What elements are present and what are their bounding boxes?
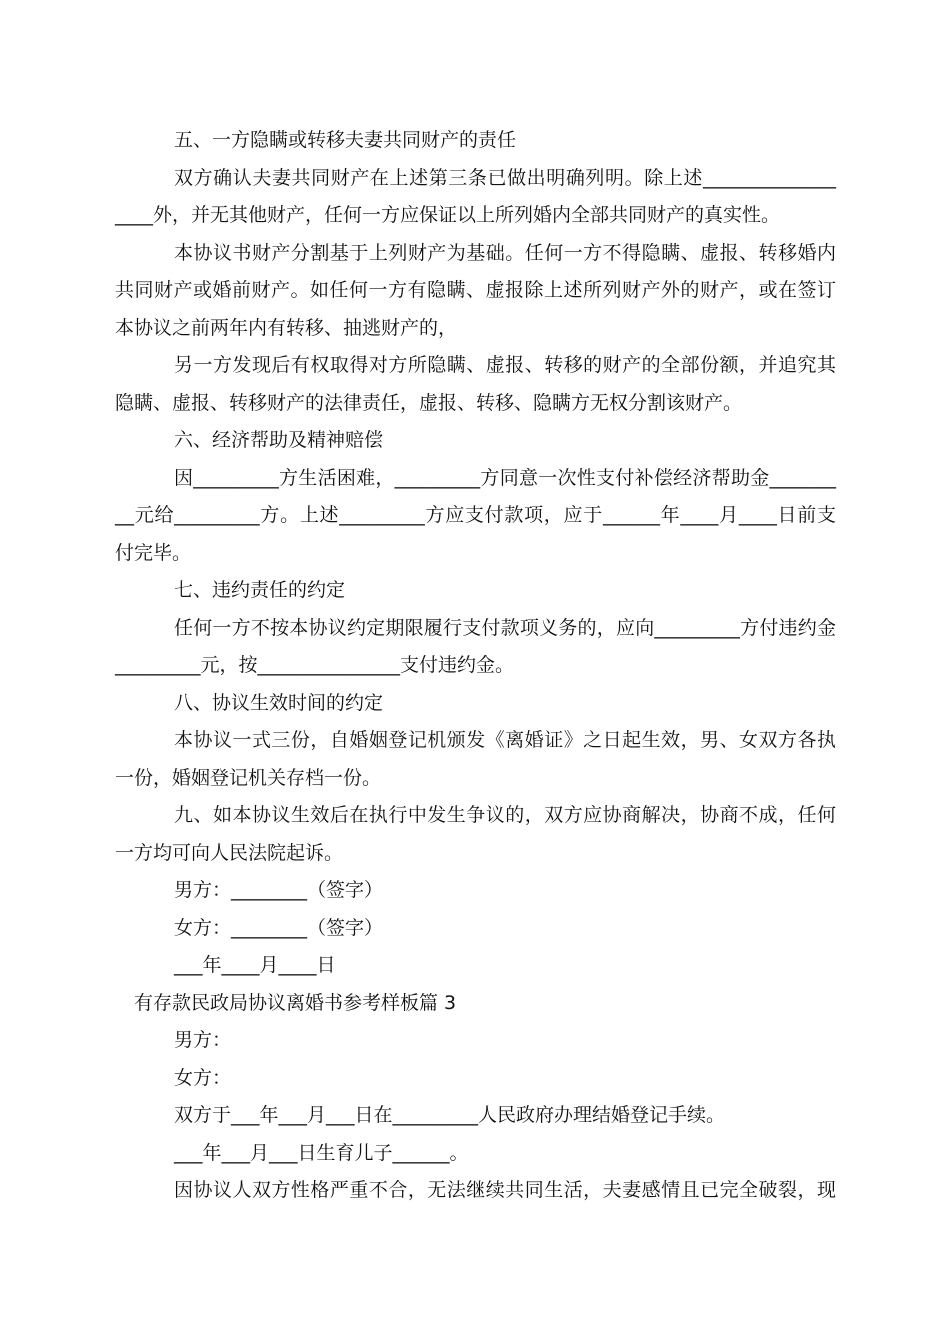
part-3-male-field: 男方：	[174, 1029, 232, 1051]
part-3-reason-line-1: 因协议人双方性格严重不合，无法继续共同生活，夫妻感情且已完全破裂，现	[174, 1179, 836, 1201]
section-5-paragraph-3-line-2: 隐瞒、虚报、转移财产的法律责任，虚报、转移、隐瞒方无权分割该财产。	[115, 392, 743, 414]
part-3-child-line: ___年___月___日生育儿子______。	[174, 1142, 469, 1164]
section-5-paragraph-1-line-2: ____外，并无其他财产，任何一方应保证以上所列婚内全部共同财产的真实性。	[115, 204, 781, 226]
section-6-paragraph-line-1: 因_________方生活困难，_________方同意一次性支付补偿经济帮助金_______	[174, 467, 836, 489]
part-3-female-field: 女方：	[174, 1067, 232, 1089]
female-signature-line: 女方：________（签字）	[174, 917, 384, 939]
section-6-heading: 六、经济帮助及精神赔偿	[174, 429, 384, 451]
section-9-paragraph-line-2: 一方均可向人民法院起诉。	[115, 842, 344, 864]
section-8-heading: 八、协议生效时间的约定	[174, 692, 384, 714]
section-8-paragraph-line-2: 一份，婚姻登记机关存档一份。	[115, 767, 382, 789]
section-7-paragraph-line-2: _________元，按_______________支付违约金。	[115, 654, 515, 676]
signature-date-line: ___年____月____日	[174, 954, 336, 976]
section-5-paragraph-2-line-1: 本协议书财产分割基于上列财产为基础。任何一方不得隐瞒、虚报、转移婚内	[174, 242, 836, 264]
section-5-paragraph-1-line-1: 双方确认夫妻共同财产在上述第三条已做出明确列明。除上述______________	[174, 167, 836, 189]
section-7-heading: 七、违约责任的约定	[174, 579, 346, 601]
section-8-paragraph-line-1: 本协议一式三份，自婚姻登记机颁发《离婚证》之日起生效，男、女双方各执	[174, 729, 836, 751]
section-7-paragraph-line-1: 任何一方不按本协议约定期限履行支付款项义务的，应向_________方付违约金	[174, 617, 836, 639]
section-5-paragraph-2-line-2: 共同财产或婚前财产。如任何一方有隐瞒、虚报除上述所列财产外的财产，或在签订	[115, 279, 836, 301]
section-6-paragraph-line-3: 付完毕。	[115, 542, 192, 564]
part-3-marriage-line: 双方于___年___月___日在_________人民政府办理结婚登记手续。	[174, 1104, 726, 1126]
part-3-title: 有存款民政局协议离婚书参考样板篇 3	[134, 992, 457, 1014]
section-5-paragraph-2-line-3: 本协议之前两年内有转移、抽逃财产的，	[115, 317, 458, 339]
section-5-paragraph-3-line-1: 另一方发现后有权取得对方所隐瞒、虚报、转移的财产的全部份额，并追究其	[174, 354, 836, 376]
section-5-heading: 五、一方隐瞒或转移夫妻共同财产的责任	[174, 129, 517, 151]
section-6-paragraph-line-2: __元给_________方。上述_________方应支付款项，应于______年____月____日前支	[115, 504, 836, 526]
section-9-paragraph-line-1: 九、如本协议生效后在执行中发生争议的，双方应协商解决，协商不成，任何	[174, 804, 836, 826]
male-signature-line: 男方：________（签字）	[174, 879, 384, 901]
